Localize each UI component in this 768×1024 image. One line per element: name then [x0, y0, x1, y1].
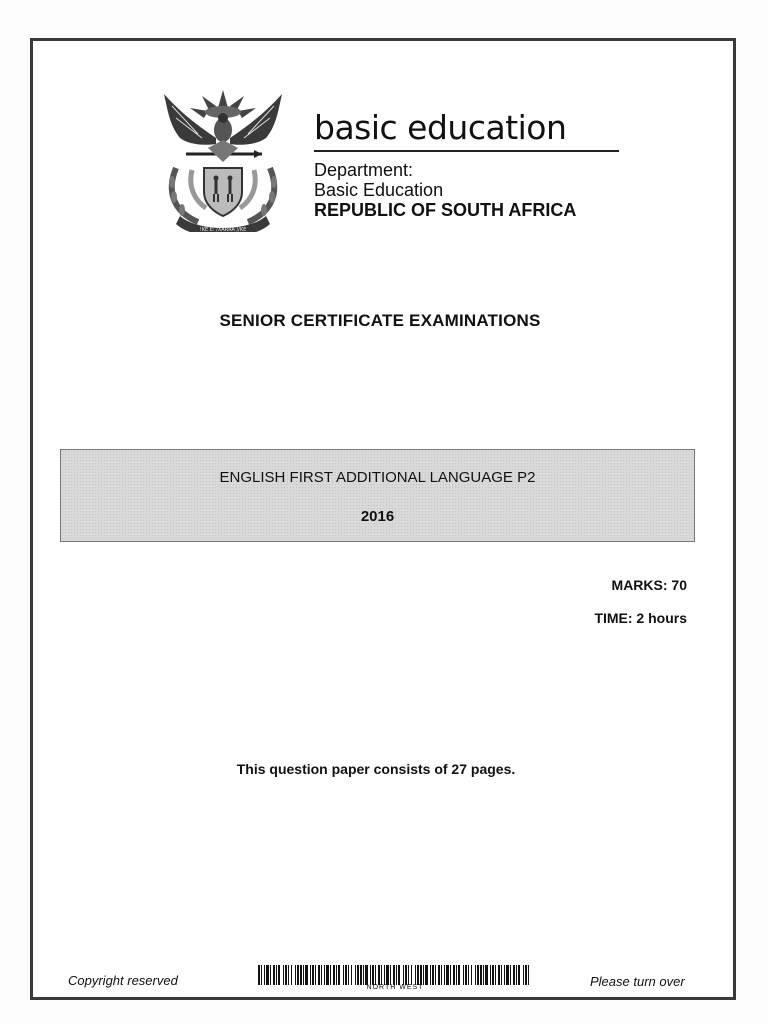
- barcode-bar: [276, 965, 277, 985]
- barcode-bar: [273, 965, 275, 985]
- barcode-bar: [297, 965, 299, 985]
- barcode-bar: [333, 965, 335, 985]
- barcode-bar: [506, 965, 509, 985]
- barcode-bar: [430, 965, 431, 985]
- barcode-bar: [513, 965, 515, 985]
- barcode-bar: [468, 965, 469, 985]
- barcode-bar: [485, 965, 488, 985]
- barcode-bar: [393, 965, 395, 985]
- barcode-bar: [343, 965, 344, 985]
- barcode-bar: [501, 965, 502, 985]
- coat-of-arms-icon: [158, 82, 288, 232]
- barcode-bar: [351, 965, 352, 985]
- barcode-bar: [264, 965, 265, 985]
- barcode-bar: [396, 965, 397, 985]
- barcode-bar: [336, 965, 337, 985]
- barcode-bar: [435, 965, 436, 985]
- barcode-bar: [312, 965, 314, 985]
- barcode-bar: [288, 965, 289, 985]
- country-name: REPUBLIC OF SOUTH AFRICA: [314, 200, 577, 220]
- barcode-bar: [390, 965, 391, 985]
- barcode-bar: [456, 965, 457, 985]
- barcode-bar: [285, 965, 287, 985]
- time-allowed: TIME: 2 hours: [594, 610, 687, 626]
- barcode-bar: [315, 965, 316, 985]
- barcode-bar: [310, 965, 311, 985]
- barcode-bar: [360, 965, 362, 985]
- barcode-bar: [381, 965, 382, 985]
- barcode-bar: [384, 965, 385, 985]
- barcode-bar: [510, 965, 511, 985]
- barcode-bar: [330, 965, 331, 985]
- barcode-bar: [516, 965, 517, 985]
- please-turn-over: Please turn over: [590, 974, 685, 989]
- barcode-bar: [480, 965, 482, 985]
- barcode-bar: [405, 965, 407, 985]
- barcode-bar: [321, 965, 322, 985]
- barcode-bar: [291, 965, 292, 985]
- barcode-bar: [283, 965, 284, 985]
- barcode-bar: [398, 965, 400, 985]
- barcode-bar: [258, 965, 260, 985]
- barcode-bar: [504, 965, 505, 985]
- barcode-bar: [425, 965, 428, 985]
- barcode-bar: [523, 965, 524, 985]
- barcode-label: NORTH WEST: [366, 984, 424, 991]
- barcode-bar: [465, 965, 467, 985]
- barcode-bar: [438, 965, 440, 985]
- copyright-notice: Copyright reserved: [68, 973, 178, 988]
- barcode-bar: [450, 965, 451, 985]
- barcode-bar: [363, 965, 364, 985]
- barcode-bar: [420, 965, 422, 985]
- barcode-bar: [417, 965, 419, 985]
- subject-name: ENGLISH FIRST ADDITIONAL LANGUAGE P2: [219, 469, 536, 486]
- barcode-bar: [423, 965, 424, 985]
- barcode-bar: [528, 965, 529, 985]
- barcode-bar: [303, 965, 304, 985]
- marks-total: MARKS: 70: [611, 577, 687, 593]
- barcode-bar: [324, 965, 325, 985]
- barcode-bar: [475, 965, 476, 985]
- barcode-bar: [490, 965, 491, 985]
- barcode-bar: [463, 965, 464, 985]
- barcode-bar: [300, 965, 302, 985]
- svg-text:!KE E: /XARRA //KE: !KE E: /XARRA //KE: [199, 227, 247, 232]
- barcode-bar: [378, 965, 380, 985]
- barcode-bar: [278, 965, 280, 985]
- barcode-bar: [305, 965, 308, 985]
- barcode-bar: [326, 965, 329, 985]
- department-label: Department:: [314, 160, 414, 180]
- logo-title: basic education: [314, 108, 619, 152]
- barcode-bar: [492, 965, 494, 985]
- page-count-note: This question paper consists of 27 pages.: [236, 761, 516, 777]
- barcode-bar: [370, 965, 371, 985]
- department-brand: [314, 108, 624, 220]
- department-name: Basic Education: [314, 180, 444, 200]
- barcode-bar: [444, 965, 445, 985]
- barcode-bar: [446, 965, 449, 985]
- barcode-bar: [372, 965, 374, 985]
- barcode-bar: [432, 965, 434, 985]
- barcode-bar: [355, 965, 356, 985]
- barcode-bar: [345, 965, 347, 985]
- barcode-bar: [483, 965, 484, 985]
- barcode-bar: [471, 965, 472, 985]
- barcode-icon: [258, 965, 532, 985]
- barcode-bar: [415, 965, 416, 985]
- barcode-bar: [348, 965, 349, 985]
- barcode-bar: [408, 965, 409, 985]
- barcode-bar: [441, 965, 442, 985]
- exam-year: 2016: [360, 508, 395, 525]
- barcode-bar: [518, 965, 520, 985]
- exam-title: SENIOR CERTIFICATE EXAMINATIONS: [219, 311, 541, 330]
- barcode-bar: [270, 965, 271, 985]
- barcode-bar: [453, 965, 455, 985]
- barcode-bar: [295, 965, 296, 985]
- barcode-bar: [525, 965, 527, 985]
- barcode-bar: [338, 965, 340, 985]
- barcode-bar: [357, 965, 359, 985]
- barcode-bar: [498, 965, 500, 985]
- barcode-bar: [386, 965, 389, 985]
- barcode-bar: [411, 965, 412, 985]
- subject-box: [60, 449, 695, 542]
- barcode-bar: [318, 965, 320, 985]
- barcode-bar: [458, 965, 460, 985]
- barcode-bar: [365, 965, 368, 985]
- barcode-bar: [261, 965, 262, 985]
- barcode-bar: [375, 965, 376, 985]
- barcode-bar: [403, 965, 404, 985]
- barcode-bar: [266, 965, 269, 985]
- barcode-bar: [495, 965, 496, 985]
- barcode-bar: [477, 965, 479, 985]
